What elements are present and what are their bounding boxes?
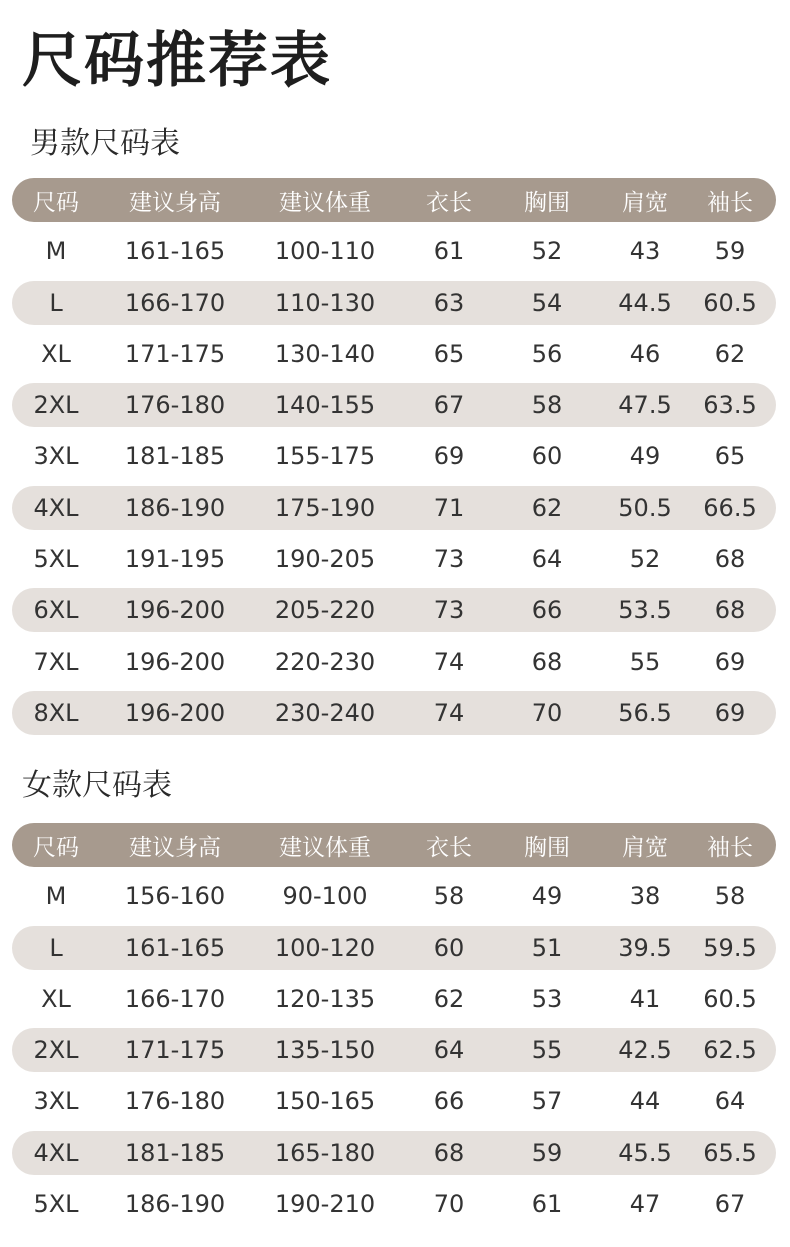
men-section-title: 男款尺码表 <box>30 126 180 161</box>
table-cell: 230-240 <box>274 698 376 727</box>
table-cell: 61 <box>433 237 465 266</box>
table-cell: 63 <box>433 288 465 317</box>
table-cell: 190-210 <box>274 1190 376 1219</box>
table-cell: 50.5 <box>618 493 672 522</box>
table-cell: 4XL <box>33 493 79 522</box>
table-cell: 42.5 <box>618 1036 672 1065</box>
table-cell: 140-155 <box>274 391 376 420</box>
column-header: 建议体重 <box>279 189 371 216</box>
table-cell: 171-175 <box>124 339 226 368</box>
table-cell: 175-190 <box>274 493 376 522</box>
table-cell: 53.5 <box>618 596 672 625</box>
table-cell: 155-175 <box>274 442 376 471</box>
table-cell: 69 <box>714 647 746 676</box>
page-title: 尺码推荐表 <box>22 26 332 96</box>
table-cell: 2XL <box>33 1036 79 1065</box>
table-row <box>12 486 776 530</box>
table-cell: 181-185 <box>124 442 226 471</box>
table-cell: 60 <box>433 933 465 962</box>
table-cell: 186-190 <box>124 493 226 522</box>
column-header: 建议身高 <box>129 834 221 861</box>
table-cell: 110-130 <box>274 288 376 317</box>
table-cell: 69 <box>714 698 746 727</box>
table-cell: 186-190 <box>124 1190 226 1219</box>
table-cell: 156-160 <box>124 882 226 911</box>
table-cell: 38 <box>629 882 661 911</box>
table-cell: 165-180 <box>274 1138 376 1167</box>
table-header-row <box>12 178 776 222</box>
table-cell: XL <box>41 339 71 368</box>
table-row <box>12 1131 776 1175</box>
table-cell: 46 <box>629 339 661 368</box>
table-cell: 62.5 <box>703 1036 757 1065</box>
column-header: 衣长 <box>426 189 472 216</box>
table-cell: 191-195 <box>124 545 226 574</box>
column-header: 衣长 <box>426 834 472 861</box>
table-cell: 64 <box>433 1036 465 1065</box>
table-cell: 196-200 <box>124 647 226 676</box>
column-header: 尺码 <box>33 834 79 861</box>
table-cell: 70 <box>433 1190 465 1219</box>
table-cell: 130-140 <box>274 339 376 368</box>
table-cell: 60.5 <box>703 288 757 317</box>
table-row <box>12 977 776 1021</box>
table-cell: 67 <box>433 391 465 420</box>
table-cell: 51 <box>531 933 563 962</box>
table-cell: 64 <box>531 545 563 574</box>
table-cell: 41 <box>629 984 661 1013</box>
table-row <box>12 281 776 325</box>
table-cell: 66 <box>531 596 563 625</box>
table-cell: 61 <box>531 1190 563 1219</box>
table-cell: 205-220 <box>274 596 376 625</box>
table-cell: 190-205 <box>274 545 376 574</box>
table-row <box>12 691 776 735</box>
table-cell: 66 <box>433 1087 465 1116</box>
table-cell: 176-180 <box>124 1087 226 1116</box>
table-cell: 6XL <box>33 596 79 625</box>
table-cell: 66.5 <box>703 493 757 522</box>
table-cell: 60.5 <box>703 984 757 1013</box>
table-cell: 70 <box>531 698 563 727</box>
table-cell: 5XL <box>33 545 79 574</box>
table-cell: 59.5 <box>703 933 757 962</box>
table-header-row <box>12 823 776 867</box>
table-cell: 47.5 <box>618 391 672 420</box>
table-cell: XL <box>41 984 71 1013</box>
table-cell: 7XL <box>33 647 79 676</box>
table-cell: 161-165 <box>124 237 226 266</box>
table-cell: 62 <box>531 493 563 522</box>
table-cell: 62 <box>714 339 746 368</box>
table-row <box>12 537 776 581</box>
table-cell: 171-175 <box>124 1036 226 1065</box>
table-cell: 52 <box>629 545 661 574</box>
table-cell: 68 <box>433 1138 465 1167</box>
table-cell: 56 <box>531 339 563 368</box>
table-cell: 39.5 <box>618 933 672 962</box>
column-header: 建议身高 <box>129 189 221 216</box>
table-cell: 67 <box>714 1190 746 1219</box>
table-row <box>12 332 776 376</box>
table-cell: 3XL <box>33 1087 79 1116</box>
table-cell: 196-200 <box>124 596 226 625</box>
women-section-title: 女款尺码表 <box>22 768 172 803</box>
table-cell: 56.5 <box>618 698 672 727</box>
table-cell: 74 <box>433 698 465 727</box>
table-cell: 44 <box>629 1087 661 1116</box>
table-cell: 68 <box>714 545 746 574</box>
table-cell: 4XL <box>33 1138 79 1167</box>
column-header: 尺码 <box>33 189 79 216</box>
table-cell: 71 <box>433 493 465 522</box>
table-cell: 62 <box>433 984 465 1013</box>
table-cell: 2XL <box>33 391 79 420</box>
table-cell: 49 <box>531 882 563 911</box>
table-cell: 5XL <box>33 1190 79 1219</box>
table-cell: 220-230 <box>274 647 376 676</box>
table-cell: 90-100 <box>282 882 368 911</box>
table-cell: 65 <box>714 442 746 471</box>
table-cell: 3XL <box>33 442 79 471</box>
table-cell: 100-110 <box>274 237 376 266</box>
table-cell: 49 <box>629 442 661 471</box>
table-row <box>12 1079 776 1123</box>
table-cell: 181-185 <box>124 1138 226 1167</box>
table-cell: 54 <box>531 288 563 317</box>
table-cell: 100-120 <box>274 933 376 962</box>
table-cell: 150-165 <box>274 1087 376 1116</box>
table-cell: 55 <box>629 647 661 676</box>
table-row <box>12 229 776 273</box>
table-cell: 68 <box>714 596 746 625</box>
table-cell: 166-170 <box>124 984 226 1013</box>
table-cell: 69 <box>433 442 465 471</box>
table-cell: 68 <box>531 647 563 676</box>
column-header: 胸围 <box>524 834 570 861</box>
table-cell: L <box>49 288 63 317</box>
table-cell: L <box>49 933 63 962</box>
table-cell: 44.5 <box>618 288 672 317</box>
table-cell: 135-150 <box>274 1036 376 1065</box>
table-cell: 73 <box>433 545 465 574</box>
men-size-table <box>12 178 776 742</box>
table-cell: 176-180 <box>124 391 226 420</box>
table-row <box>12 1028 776 1072</box>
table-cell: 65 <box>433 339 465 368</box>
table-cell: 53 <box>531 984 563 1013</box>
table-cell: 55 <box>531 1036 563 1065</box>
table-cell: 43 <box>629 237 661 266</box>
table-row <box>12 874 776 918</box>
column-header: 袖长 <box>707 189 753 216</box>
table-cell: 120-135 <box>274 984 376 1013</box>
table-cell: 196-200 <box>124 698 226 727</box>
table-cell: 74 <box>433 647 465 676</box>
table-cell: 58 <box>531 391 563 420</box>
table-cell: 161-165 <box>124 933 226 962</box>
women-size-table <box>12 823 776 1233</box>
column-header: 袖长 <box>707 834 753 861</box>
table-cell: 8XL <box>33 698 79 727</box>
table-cell: 64 <box>714 1087 746 1116</box>
table-cell: 58 <box>433 882 465 911</box>
table-cell: 57 <box>531 1087 563 1116</box>
table-cell: 58 <box>714 882 746 911</box>
table-cell: 59 <box>531 1138 563 1167</box>
table-cell: 73 <box>433 596 465 625</box>
column-header: 肩宽 <box>622 834 668 861</box>
column-header: 建议体重 <box>279 834 371 861</box>
table-row <box>12 588 776 632</box>
table-row <box>12 640 776 684</box>
table-cell: M <box>45 237 67 266</box>
table-cell: M <box>45 882 67 911</box>
table-cell: 47 <box>629 1190 661 1219</box>
table-row <box>12 1182 776 1226</box>
table-cell: 52 <box>531 237 563 266</box>
table-cell: 60 <box>531 442 563 471</box>
table-cell: 65.5 <box>703 1138 757 1167</box>
table-row <box>12 926 776 970</box>
table-cell: 45.5 <box>618 1138 672 1167</box>
table-cell: 63.5 <box>703 391 757 420</box>
column-header: 肩宽 <box>622 189 668 216</box>
table-cell: 59 <box>714 237 746 266</box>
table-row <box>12 434 776 478</box>
table-cell: 166-170 <box>124 288 226 317</box>
column-header: 胸围 <box>524 189 570 216</box>
table-row <box>12 383 776 427</box>
